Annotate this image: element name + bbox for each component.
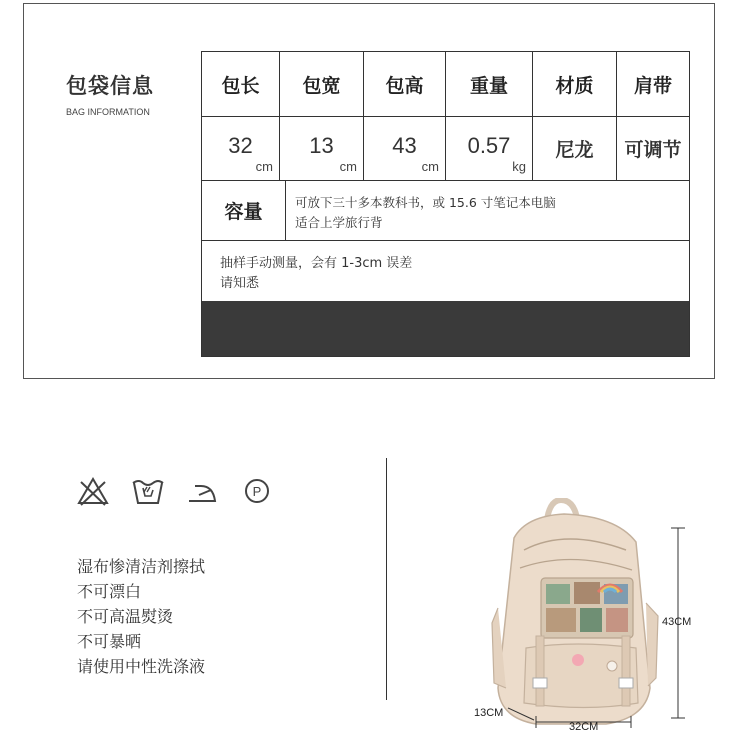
capacity-row	[202, 181, 689, 241]
info-title: 包袋信息	[66, 74, 154, 98]
header-length: 包长	[202, 52, 280, 116]
care-line: 请使用中性洗涤液	[77, 657, 206, 676]
spec-header-row	[202, 52, 689, 117]
capacity-label: 容量	[202, 181, 286, 240]
care-line: 不可漂白	[77, 582, 142, 601]
svg-text:P: P	[252, 484, 262, 499]
care-instructions	[77, 554, 205, 679]
dark-footer-bar	[202, 301, 689, 356]
value-weight	[446, 117, 533, 180]
section-divider	[386, 458, 387, 700]
value-number: 0.57	[467, 133, 511, 158]
care-line: 湿布惨清洁剂擦拭	[77, 557, 206, 576]
hand-wash-icon	[130, 474, 166, 508]
spec-value-row	[202, 117, 689, 181]
capacity-line-1: 可放下三十多本教科书，或 15.6 寸笔记本电脑	[295, 195, 556, 210]
value-width	[280, 117, 364, 180]
note-line-1: 抽样手动测量，会有 1-3cm 误差	[220, 256, 413, 271]
capacity-description	[286, 181, 689, 240]
strap-text: 可调节	[624, 139, 682, 161]
value-number: 32	[228, 133, 253, 158]
info-subtitle: BAG INFORMATION	[66, 107, 150, 117]
material-text: 尼龙	[555, 139, 594, 161]
capacity-line-2: 适合上学旅行背	[295, 215, 383, 230]
value-unit: cm	[421, 159, 439, 174]
value-number: 13	[309, 133, 334, 158]
value-material	[533, 117, 617, 180]
header-material: 材质	[533, 52, 617, 116]
value-unit: cm	[255, 159, 273, 174]
height-label: 43CM	[662, 616, 692, 628]
header-weight: 重量	[446, 52, 533, 116]
value-unit: cm	[339, 159, 357, 174]
dry-clean-p-icon	[240, 474, 276, 508]
width-label: 32CM	[569, 721, 599, 733]
measurement-note	[202, 241, 412, 301]
note-row	[202, 241, 689, 301]
value-length	[202, 117, 280, 180]
no-iron-icon	[185, 474, 221, 508]
value-height	[364, 117, 446, 180]
value-number: 43	[392, 133, 417, 158]
header-height: 包高	[364, 52, 446, 116]
no-bleach-icon	[75, 474, 111, 508]
depth-label: 13CM	[474, 707, 504, 719]
note-line-2: 请知悉	[220, 276, 260, 291]
care-line: 不可暴晒	[77, 632, 142, 651]
header-strap: 肩带	[633, 74, 672, 97]
value-strap	[617, 117, 689, 180]
header-width: 包宽	[280, 52, 364, 116]
value-unit: kg	[512, 159, 526, 174]
care-line: 不可高温熨烫	[77, 607, 174, 626]
care-icons	[75, 474, 276, 508]
spec-table	[201, 51, 690, 357]
